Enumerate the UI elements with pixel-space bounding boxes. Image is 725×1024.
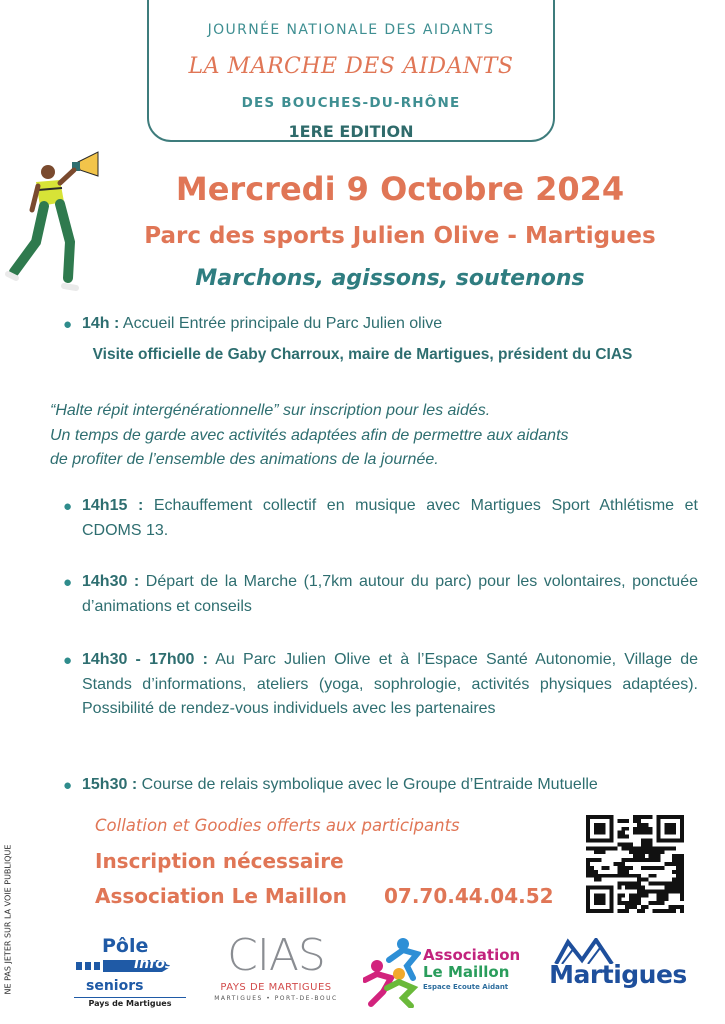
- bullet-icon: ●: [63, 498, 73, 515]
- halte-line: Un temps de garde avec activités adaptées afin de permettre aux aidants: [50, 426, 569, 444]
- event-date: Mercredi 9 Octobre 2024: [175, 170, 625, 208]
- program-item: [63, 773, 698, 798]
- program-time: 14h15 :: [82, 497, 144, 514]
- pole-infos-seniors-logo: [70, 935, 190, 1013]
- cias-logo: [212, 930, 340, 1010]
- header-department: DES BOUCHES-DU-RHÔNE: [241, 95, 461, 111]
- program-item: [63, 494, 699, 543]
- pole-title: Pôle: [102, 935, 149, 957]
- vertical-note: NE PAS JETER SUR LA VOIE PUBLIQUE: [3, 844, 13, 995]
- program-text: Accueil Entrée principale du Parc Julien olive: [119, 315, 443, 332]
- program-time: 14h30 :: [82, 573, 140, 590]
- program-time: 14h :: [82, 315, 120, 332]
- program-item: [63, 312, 682, 337]
- martigues-name: Martigues: [549, 960, 687, 989]
- program-text: Echauffement collectif en musique avec Martigues Sport Athlétisme et CDOMS 13.: [82, 497, 699, 539]
- official-visit: Visite officielle de Gaby Charroux, maire de Martigues, président du CIAS: [92, 346, 633, 363]
- pole-seniors: seniors: [86, 978, 144, 994]
- bullet-icon: ●: [63, 316, 73, 333]
- pole-infos: Infos: [134, 956, 174, 972]
- program-time: 14h30 - 17h00 :: [82, 651, 208, 668]
- cias-sub1: PAYS DE MARTIGUES: [220, 982, 332, 993]
- header-kicker: JOURNÉE NATIONALE DES AIDANTS: [207, 22, 495, 38]
- program-text: Course de relais symbolique avec le Groupe d’Entraide Mutuelle: [137, 776, 598, 793]
- program-time: 15h30 :: [82, 776, 138, 793]
- collation-note: Collation et Goodies offerts aux participants: [95, 816, 460, 835]
- cias-name: CIAS: [227, 930, 325, 981]
- halte-line: “Halte répit intergénérationnelle” sur inscription pour les aidés.: [50, 402, 491, 419]
- bullet-icon: ●: [63, 777, 73, 794]
- maillon-line3: Espace Ecoute Aidant: [423, 983, 509, 991]
- cias-sub2: MARTIGUES • PORT-DE-BOUC: [214, 995, 338, 1002]
- martigues-logo: [542, 938, 694, 994]
- header-title: LA MARCHE DES AIDANTS: [188, 54, 514, 79]
- program-item: [63, 648, 698, 722]
- program-item: [63, 570, 699, 619]
- halte-line: de profiter de l’ensemble des animations de la journée.: [50, 451, 439, 468]
- event-venue: Parc des sports Julien Olive - Martigues: [144, 223, 656, 249]
- inscription-required: Inscription nécessaire: [95, 849, 344, 873]
- people-icon: [363, 936, 421, 1008]
- maillon-line2: Le Maillon: [423, 963, 510, 981]
- qr-code[interactable]: [586, 815, 684, 913]
- event-slogan: Marchons, agissons, soutenons: [195, 266, 585, 291]
- bullet-icon: ●: [63, 652, 73, 669]
- halte-repit-paragraph: [50, 399, 710, 473]
- phone-number[interactable]: 07.70.44.04.52: [384, 884, 554, 908]
- program-text: Départ de la Marche (1,7km autour du parc) pour les volontaires, ponctuée d’animations et conseils: [82, 573, 699, 615]
- pole-pays: Pays de Martigues: [74, 997, 186, 1008]
- bullet-icon: ●: [63, 574, 73, 591]
- association-name: Association Le Maillon: [95, 884, 347, 908]
- header-edition: 1ERE EDITION: [288, 122, 414, 141]
- program-text: Au Parc Julien Olive et à l’Espace Santé Autonomie, Village de Stands d’informations, ateliers (yoga, sophrologie, activités physiques adaptées). Possibilité de rendez-vous individuels avec les partenaires: [82, 651, 698, 717]
- le-maillon-logo: [363, 934, 523, 1010]
- maillon-line1: Association: [423, 946, 521, 964]
